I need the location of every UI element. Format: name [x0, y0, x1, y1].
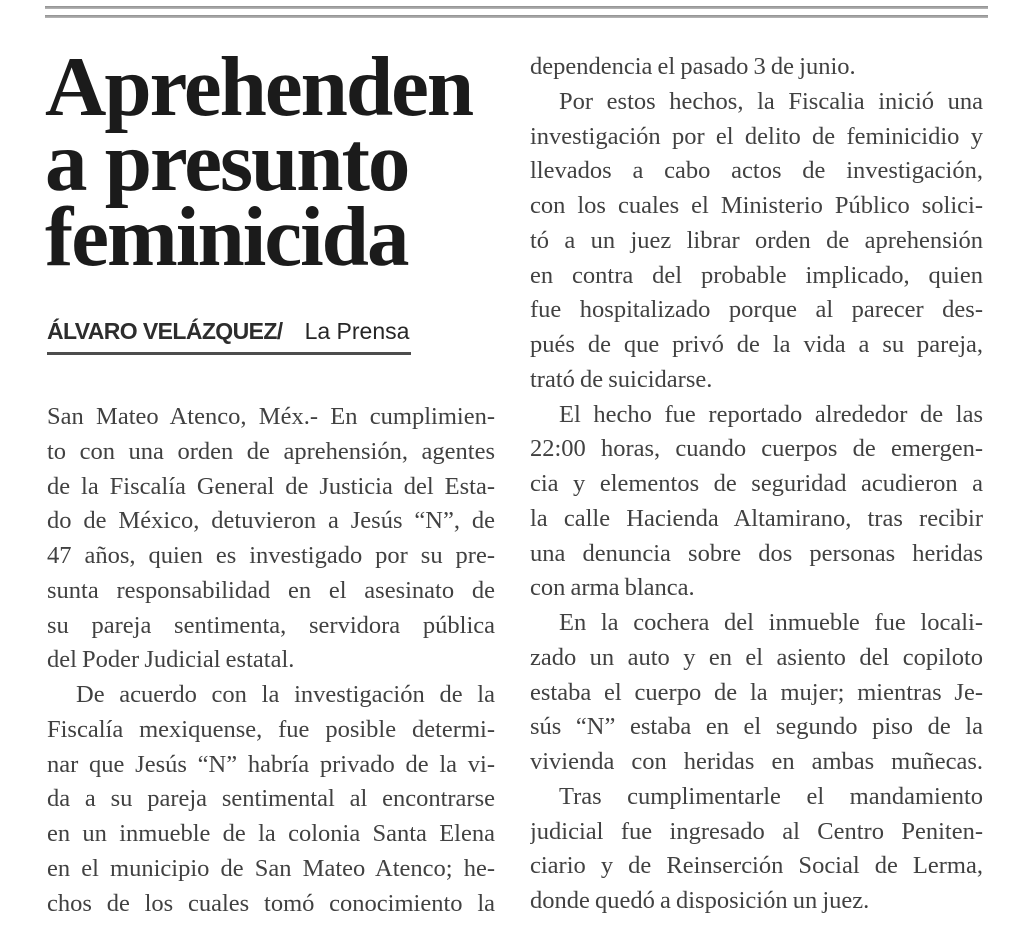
- body-line: investigación por el delito de feminicidio y: [530, 122, 983, 150]
- body-line: 47 años, quien es investigado por su pre-: [47, 542, 495, 569]
- article-column-right: [530, 50, 983, 919]
- body-line: trató de suicidarse.: [530, 365, 713, 393]
- body-line: chos de los cuales tomó conocimiento la: [47, 889, 495, 917]
- body-line: zado un auto y en el asiento del copiloto: [530, 643, 983, 671]
- top-rule-upper: [45, 6, 988, 9]
- body-line: con arma blanca.: [530, 574, 695, 602]
- body-line: En la cochera del inmueble fue locali-: [559, 609, 983, 636]
- body-line: San Mateo Atenco, Méx.- En cumplimien-: [47, 403, 495, 430]
- body-line: pués de que privó de la vida a su pareja,: [530, 331, 983, 358]
- body-line: sús “N” estaba en el segundo piso de la: [530, 713, 983, 741]
- body-line: dependencia el pasado 3 de junio.: [530, 53, 856, 80]
- body-line: 22:00 horas, cuando cuerpos de emergen-: [530, 435, 983, 463]
- headline-line: Aprehenden: [45, 40, 473, 134]
- body-line: vivienda con heridas en ambas muñecas.: [530, 748, 983, 775]
- body-line: to con una orden de aprehensión, agentes: [47, 437, 495, 465]
- body-line: del Poder Judicial estatal.: [47, 646, 295, 674]
- body-line: do de México, detuvieron a Jesús “N”, de: [47, 507, 495, 535]
- byline: [47, 318, 497, 345]
- body-line: estaba el cuerpo de la mujer; mientras Je-: [530, 678, 983, 706]
- headline: [45, 40, 497, 284]
- body-line: en el municipio de San Mateo Atenco; he-: [47, 854, 495, 882]
- body-line: ciario y de Reinserción Social de Lerma,: [530, 852, 983, 880]
- body-line: El hecho fue reportado alrededor de las: [559, 400, 983, 428]
- byline-agency: La Prensa: [304, 318, 410, 344]
- body-line: sunta responsabilidad en el asesinato de: [47, 576, 495, 604]
- body-line: tó a un juez librar orden de aprehensión: [530, 226, 983, 254]
- body-line: judicial fue ingresado al Centro Peniten-: [530, 817, 983, 845]
- body-line: nar que Jesús “N” habría privado de la vi-: [47, 750, 495, 778]
- body-line: de la Fiscalía General de Justicia del Esta-: [47, 472, 495, 500]
- body-line: fue hospitalizado porque al parecer des-: [530, 296, 983, 324]
- body-line: con los cuales el Ministerio Público solici-: [530, 192, 983, 219]
- body-line: Tras cumplimentarle el mandamiento: [559, 782, 983, 810]
- body-line: donde quedó a disposición un juez.: [530, 887, 870, 914]
- body-line: Por estos hechos, la Fiscalia inició una: [559, 87, 983, 115]
- body-line: De acuerdo con la investigación de la: [76, 681, 495, 708]
- article-column-left: [47, 400, 495, 921]
- byline-rule: [47, 352, 411, 355]
- headline-line: feminicida: [45, 190, 408, 284]
- body-line: da a su pareja sentimental al encontrarse: [47, 785, 495, 813]
- body-line: una denuncia sobre dos personas heridas: [530, 539, 983, 567]
- body-line: llevados a cabo actos de investigación,: [530, 157, 983, 185]
- body-line: en contra del probable implicado, quien: [530, 261, 983, 289]
- top-rule-lower: [45, 15, 988, 18]
- body-line: Fiscalía mexiquense, fue posible determi-: [47, 715, 495, 743]
- headline-line: a presunto: [45, 115, 409, 209]
- body-line: en un inmueble de la colonia Santa Elena: [47, 820, 495, 847]
- body-line: la calle Hacienda Altamirano, tras recibir: [530, 504, 983, 532]
- body-line: su pareja sentimenta, servidora pública: [47, 611, 495, 639]
- byline-author: ÁLVARO VELÁZQUEZ/: [47, 318, 283, 344]
- body-line: cia y elementos de seguridad acudieron a: [530, 470, 983, 497]
